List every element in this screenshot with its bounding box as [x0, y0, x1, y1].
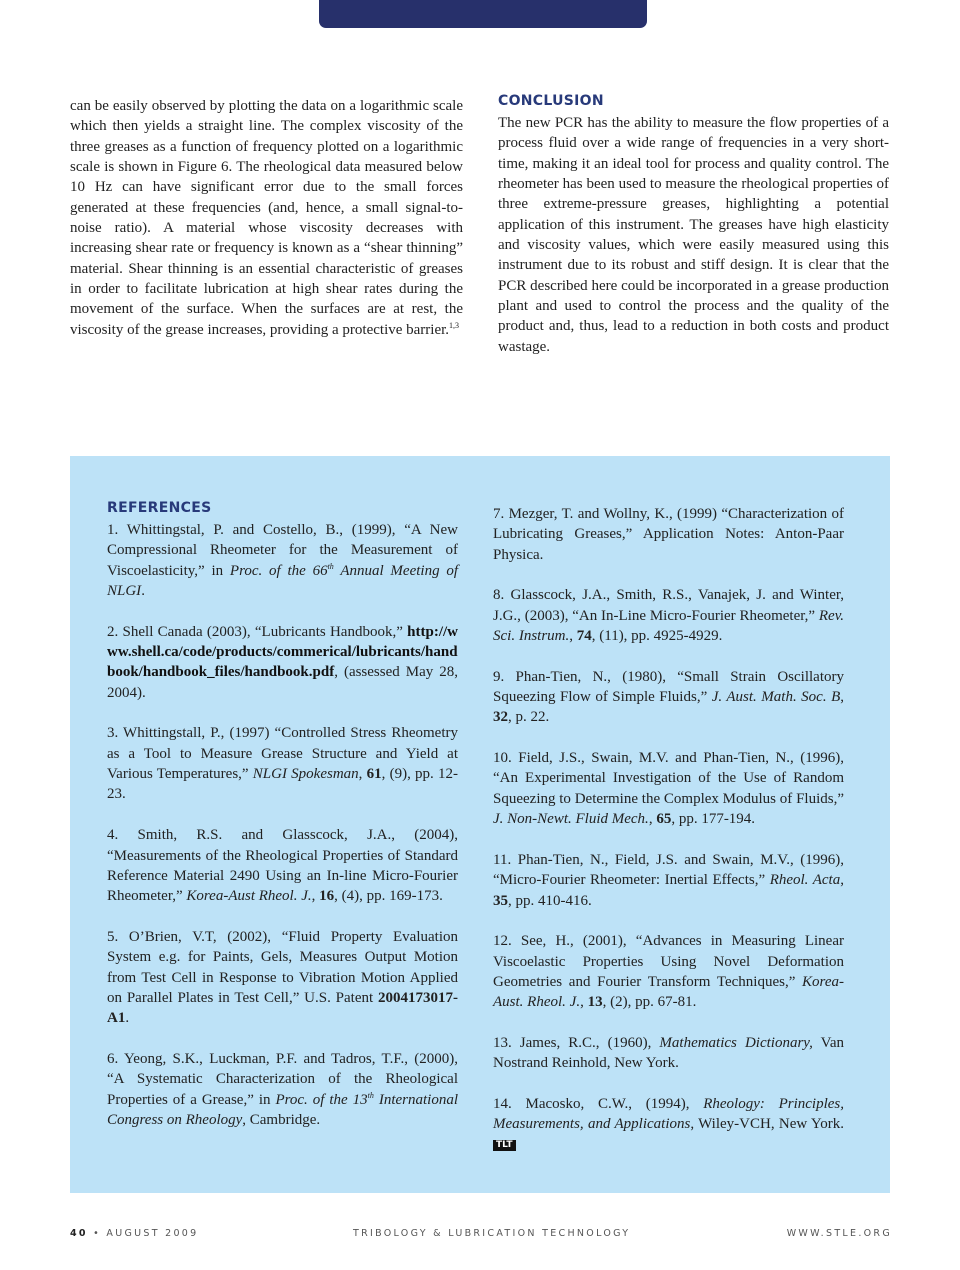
- reference-text: Proc. of the 13: [275, 1091, 368, 1108]
- reference-text: 10. Field, J.S., Swain, M.V. and Phan-Tien, N., (1996), “An Experimental Investigation of the Use of Random Squeezing to Determine the Complex Modulus of Fluids,”: [493, 750, 844, 807]
- reference-text: , (9), pp. 12-23.: [107, 766, 458, 803]
- reference-item: [493, 850, 844, 911]
- footer-left: [70, 1228, 199, 1239]
- reference-item: [493, 1094, 844, 1155]
- reference-text: 61: [366, 766, 382, 783]
- references-heading: REFERENCES: [107, 500, 212, 516]
- page-number: 40: [70, 1228, 88, 1239]
- reference-text: , pp. 410-416.: [508, 892, 592, 909]
- reference-text: J. Aust. Math. Soc. B: [711, 689, 841, 706]
- references-box: [70, 456, 890, 1193]
- reference-text: 2. Shell Canada (2003), “Lubricants Handbook,”: [107, 623, 408, 640]
- reference-item: [107, 1049, 458, 1130]
- reference-text: ,: [569, 628, 577, 645]
- conclusion-section: [498, 92, 889, 357]
- reference-text: , Wiley-VCH, New York.: [690, 1116, 844, 1133]
- reference-text: ,: [840, 689, 845, 706]
- reference-text: .: [141, 583, 145, 600]
- reference-text: 14. Macosko, C.W., (1994),: [493, 1095, 704, 1112]
- reference-text: 13. James, R.C., (1960),: [493, 1034, 660, 1051]
- reference-text: International Congress on Rheology: [107, 1091, 459, 1128]
- reference-item: [493, 585, 844, 646]
- reference-item: [493, 1033, 844, 1074]
- reference-list-right: [493, 504, 844, 1155]
- reference-text: 5. O’Brien, V.T, (2002), “Fluid Property Evaluation System e.g. for Paints, Gels, Measures Output Motion from Test Cell in Response to Vibration Motion Applied on Parallel Plates in Test Cell,” U.S. Patent: [107, 928, 458, 1006]
- reference-text: , pp. 177-194.: [671, 811, 756, 828]
- reference-text: 12. See, H., (2001), “Advances in Measuring Linear Viscoelastic Properties Using Novel Deformation Geometries and Fourier Transform Techniques,”: [493, 933, 844, 990]
- reference-text: Van Nostrand Reinhold, New York.: [493, 1034, 844, 1072]
- reference-text: th: [327, 561, 334, 571]
- reference-text: 35: [493, 892, 508, 909]
- reference-item: [107, 927, 458, 1029]
- reference-text: 9. Phan-Tien, N., (1980), “Small Strain Oscillatory Squeezing Flow of Simple Fluids,”: [493, 668, 844, 706]
- reference-text: , (assessed May 28, 2004).: [107, 664, 458, 701]
- reference-text: 6. Yeong, S.K., Luckman, P.F. and Tadros, T.F., (2000), “A Systematic Characterization of the Rheological Properties of a Grease,” in: [107, 1050, 458, 1108]
- reference-text: Rev. Sci. Instrum.: [493, 607, 844, 645]
- conclusion-paragraph: The new PCR has the ability to measure the flow properties of a process fluid over a wide range of frequencies in a very short-time, making it an ideal tool for process and quality control. The rheometer has been used to measure the rheological properties of three extreme-pressure greases, highlighting a potential application of this instrument. The greases have high elasticity and viscosity values, which were easily measured using this instrument due to its robust and stiff design. It is clear that the PCR described here could be incorporated in a grease production plant and used to control the process and the quality of the product and, thus, lead to a reduction in both costs and product wastage.: [498, 115, 889, 355]
- reference-text: , (2), pp. 67-81.: [602, 994, 697, 1011]
- reference-text: Rheol. Acta: [769, 872, 841, 889]
- reference-text: Proc. of the 66: [229, 562, 328, 579]
- reference-text: Korea-Aust Rheol. J.: [186, 888, 312, 905]
- references-left-column: [107, 499, 458, 1151]
- reference-text: ,: [311, 888, 320, 905]
- reference-item: [493, 504, 844, 565]
- reference-text: th: [367, 1090, 374, 1100]
- reference-text: ,: [840, 872, 844, 889]
- reference-text: 3. Whittingstall, P., (1997) “Controlled Stress Rheometry as a Tool to Measure Grease Structure and Yield at Various Temperatures,”: [107, 725, 458, 783]
- reference-text: , (4), pp. 169-173.: [334, 888, 443, 905]
- reference-text: Mathematics Dictionary,: [659, 1034, 813, 1051]
- journal-name: TRIBOLOGY & LUBRICATION TECHNOLOGY: [353, 1228, 631, 1239]
- reference-text: .: [125, 1010, 130, 1027]
- reference-item: [493, 748, 844, 829]
- footer-separator: •: [93, 1228, 102, 1239]
- reference-text: 7. Mezger, T. and Wollny, K., (1999) “Characterization of Lubricating Greases,” Application Notes: Anton-Paar Physica.: [493, 506, 844, 563]
- reference-text: 13: [587, 994, 603, 1011]
- reference-text: 4. Smith, R.S. and Glasscock, J.A., (2004), “Measurements of the Rheological Properties of Standard Reference Material 2490 Using an In-line Micro-Fourier Rheometer,”: [107, 827, 458, 905]
- reference-text: , (11), pp. 4925-4929.: [591, 628, 723, 645]
- text-run: can be easily observed by plotting the data on a logarithmic scale which then yields a straight line. The complex viscosity of the three greases as a function of frequency plotted on a logarithmic scale is shown in Figure 6. The rheological data measured below 10 Hz can have significant error due to the small forces generated at these frequencies (and, hence, a small signal-to-noise ratio). A material whose viscosity decreases with increasing shear rate or frequency is known as a “shear thinning” material. Shear thinning is an essential characteristic of greases in order to facilitate lubrication at high shear rates during the movement of the surface. When the surfaces are at rest, the viscosity of the grease increases, providing a protective barrier.: [70, 98, 463, 338]
- text-run: 1,3: [449, 320, 460, 330]
- body-text-left-column: [70, 96, 463, 340]
- header-tab: [319, 0, 647, 28]
- page-footer: [70, 1228, 892, 1242]
- reference-text: 32: [493, 709, 508, 726]
- reference-item: [107, 723, 458, 804]
- reference-text: 74: [576, 628, 592, 645]
- reference-text: Rheology: Principles, Measurements, and Applications: [493, 1095, 844, 1133]
- reference-item: [107, 622, 458, 703]
- reference-text: J. Non-Newt. Fluid Mech.: [493, 811, 649, 828]
- body-paragraph: [70, 96, 463, 340]
- reference-text: ,: [358, 766, 367, 783]
- reference-url-link[interactable]: http://www.shell.ca/code/products/commerical/lubricants/handbook/handbook_files/handbook.pdf: [107, 623, 458, 681]
- website-link[interactable]: WWW.STLE.ORG: [786, 1228, 892, 1239]
- reference-list-left: [107, 520, 458, 1130]
- reference-item: [493, 931, 844, 1012]
- reference-text: 65: [656, 811, 672, 828]
- reference-text: Annual Meeting of NLGI: [107, 562, 459, 600]
- reference-text: Korea-Aust. Rheol. J.: [493, 973, 844, 1011]
- reference-text: , p. 22.: [508, 709, 550, 726]
- reference-text: NLGI Spokesman: [252, 766, 359, 783]
- tlt-end-mark: TLT: [493, 1140, 516, 1151]
- reference-text: 11. Phan-Tien, N., Field, J.S. and Swain, M.V., (1996), “Micro-Fourier Rheometer: Inertial Effects,”: [493, 851, 844, 889]
- reference-text: , Cambridge.: [242, 1111, 321, 1128]
- references-right-column: [493, 504, 844, 1175]
- reference-text: 1. Whittingstal, P. and Costello, B., (1999), “A New Compressional Rheometer for the Measurement of Viscoelasticity,” in: [107, 522, 458, 579]
- issue-date: AUGUST 2009: [106, 1228, 199, 1239]
- reference-text: 8. Glasscock, J.A., Smith, R.S., Vanajek, J. and Winter, J.G., (2003), “An In-Line Micro-Fourier Rheometer,”: [493, 587, 844, 624]
- reference-item: [107, 825, 458, 906]
- reference-text: 2004173017-A1: [107, 989, 458, 1027]
- reference-text: ,: [580, 994, 588, 1011]
- conclusion-heading: CONCLUSION: [498, 93, 604, 109]
- reference-item: [107, 520, 458, 601]
- reference-text: 16: [319, 888, 335, 905]
- reference-item: [493, 667, 844, 728]
- reference-text: ,: [648, 811, 657, 828]
